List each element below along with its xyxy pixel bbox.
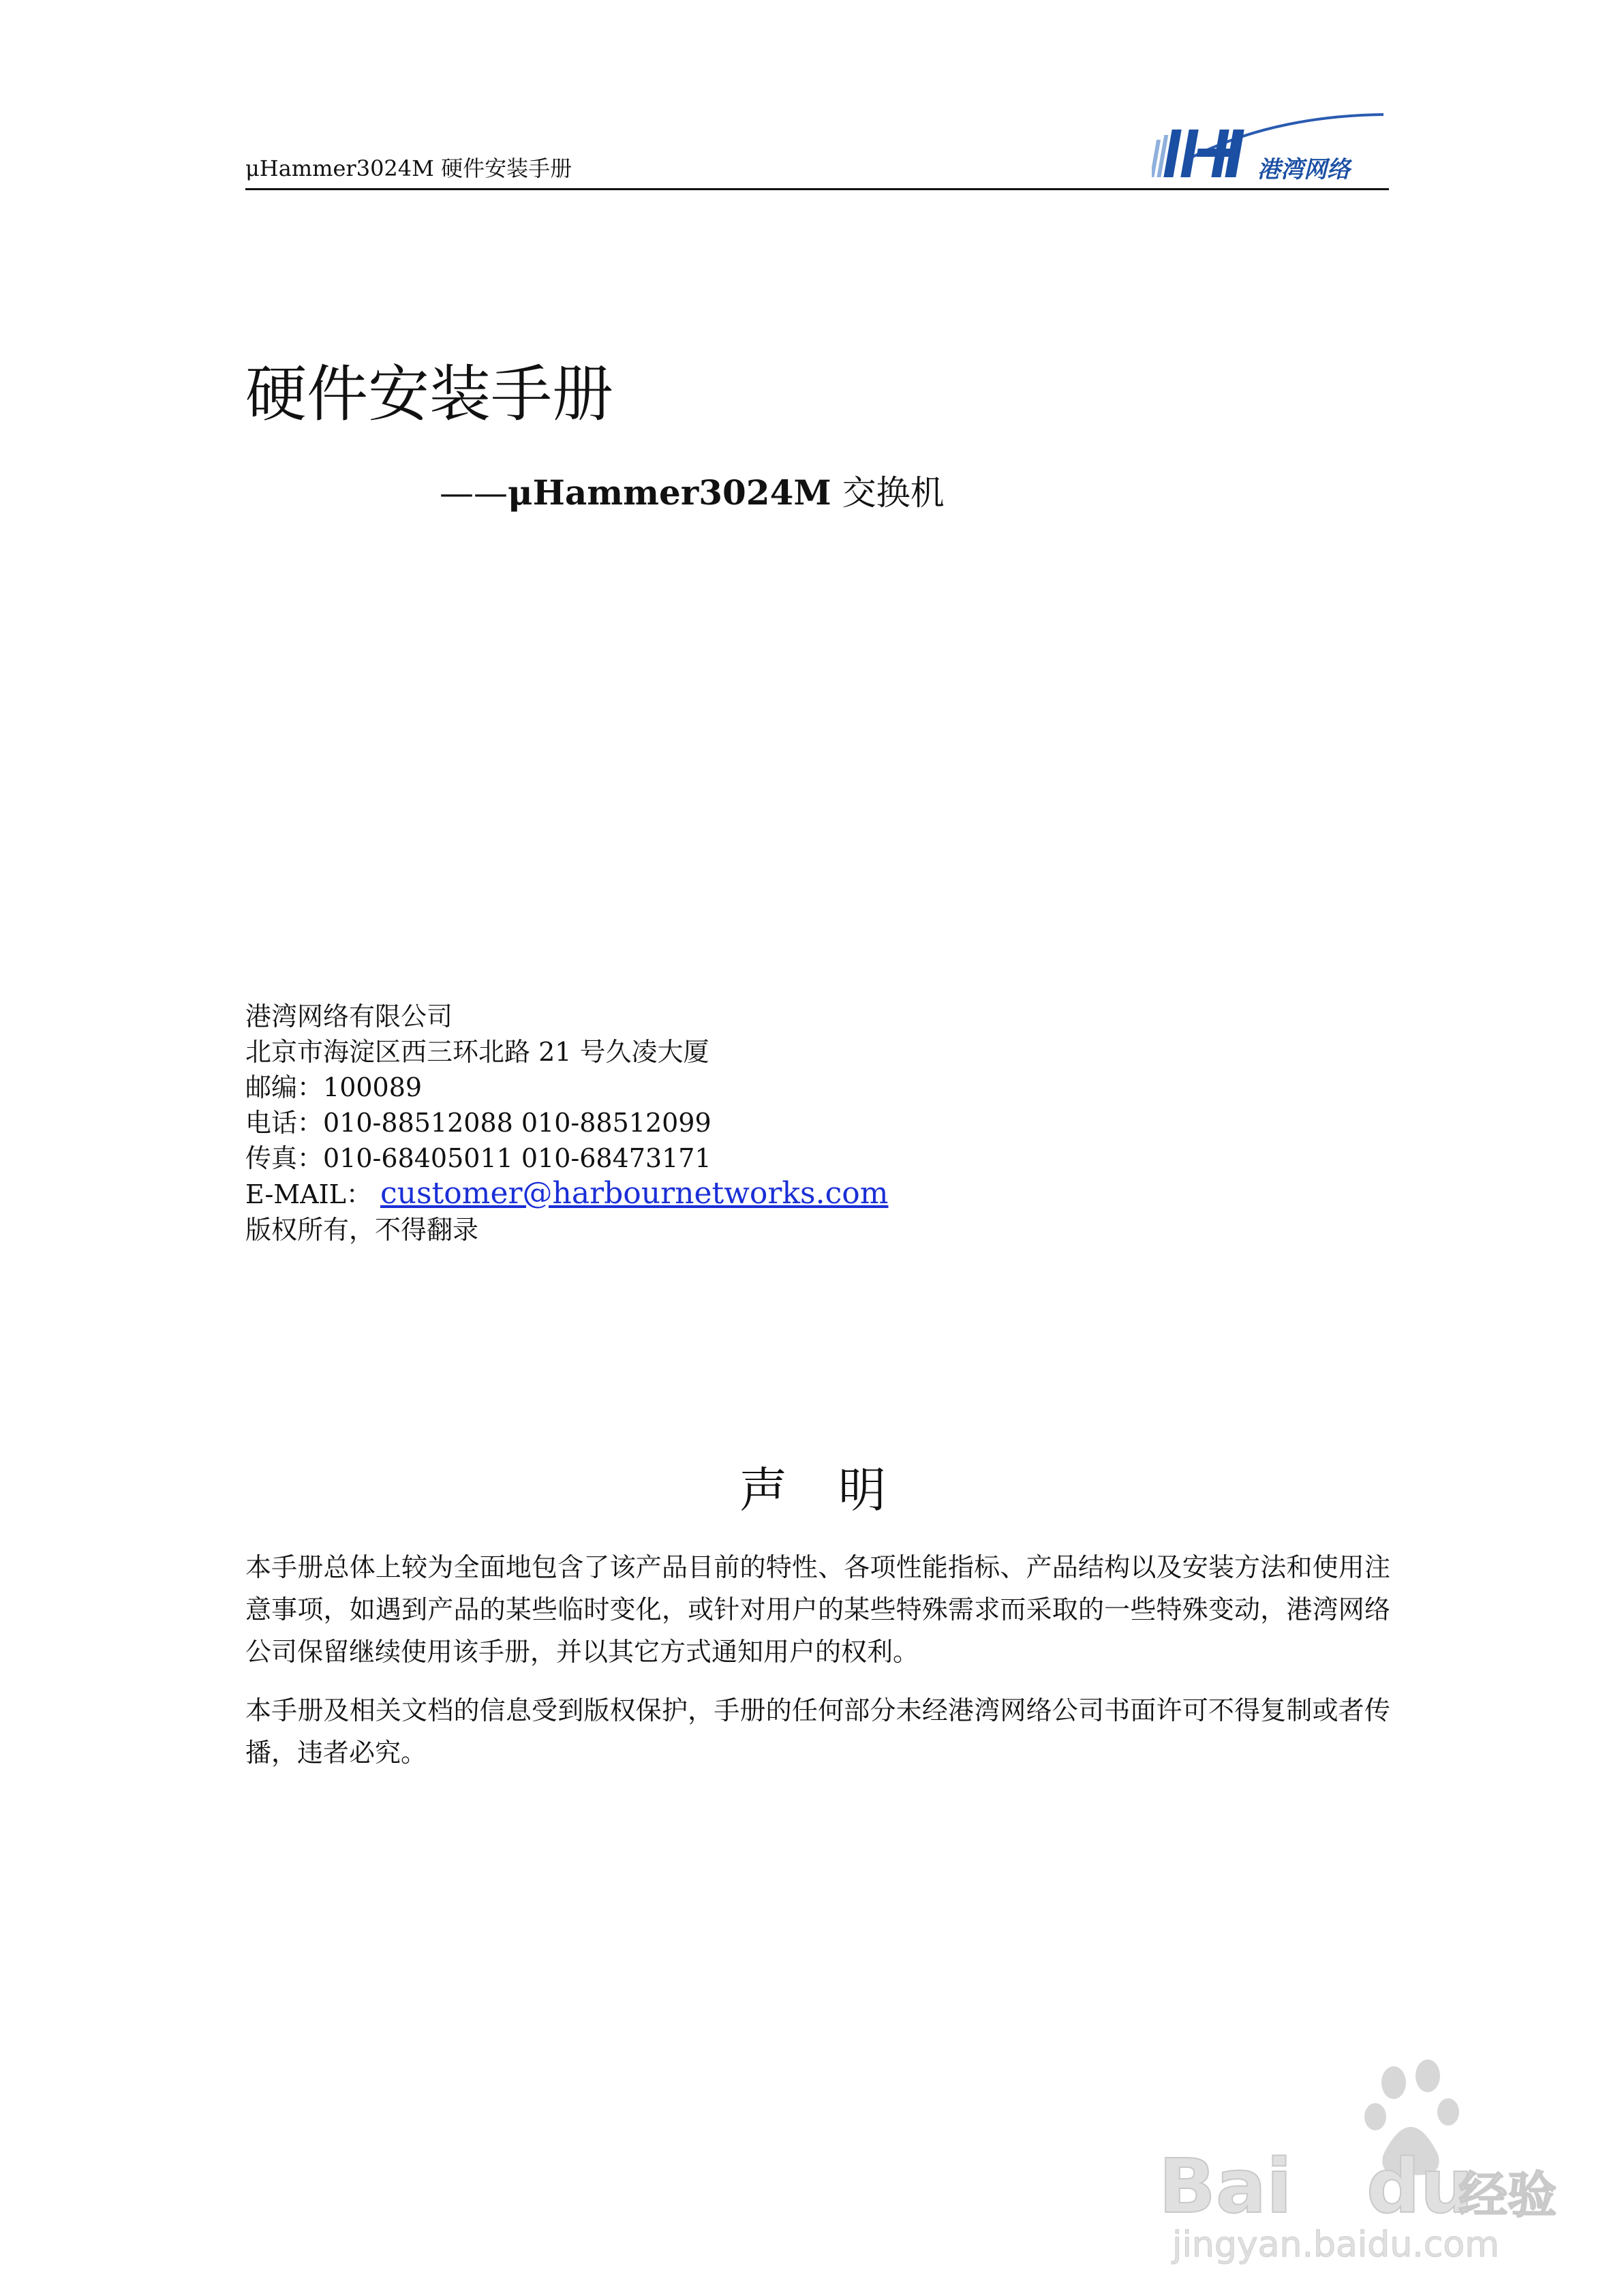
postcode-value: 100089 <box>323 1072 423 1102</box>
fax-value: 010-68405011 010-68473171 <box>323 1143 711 1173</box>
company-address: 北京市海淀区西三环北路 21 号久凌大厦 <box>245 1037 709 1067</box>
copyright-notice: 版权所有，不得翻录 <box>245 1215 479 1245</box>
harbour-networks-logo <box>1152 109 1390 185</box>
email-label: E-MAIL： <box>245 1179 372 1209</box>
statement-paragraph: 本手册总体上较为全面地包含了该产品目前的特性、各项性能指标、产品结构以及安装方法和使用注意事项，如遇到产品的某些临时变化，或针对用户的某些特殊需求而采取的一些特殊变动，港湾网络公司保留继续使用该手册，并以其它方式通知用户的权利。 <box>245 1552 1390 1667</box>
statement-body <box>245 1546 1390 1790</box>
watermark-brand-right: du <box>1366 2143 1474 2230</box>
subtitle-dash: —— <box>440 473 508 513</box>
company-name: 港湾网络有限公司 <box>245 1001 453 1031</box>
fax-label: 传真： <box>245 1143 324 1173</box>
postcode-label: 邮编： <box>245 1072 324 1102</box>
watermark-url: jingyan.baidu.com <box>1172 2224 1499 2265</box>
phone-value: 010-88512088 010-88512099 <box>323 1108 711 1138</box>
phone-line <box>245 1105 888 1141</box>
document-title: 硬件安装手册 <box>245 359 613 430</box>
subtitle-suffix: 交换机 <box>831 473 945 513</box>
logo-text: 港湾网络 <box>1257 156 1350 183</box>
baidu-jingyan-watermark <box>1159 2052 1567 2270</box>
statement-heading: 声明 <box>739 1462 937 1518</box>
email-link[interactable]: customer@harbournetworks.com <box>380 1176 889 1211</box>
phone-label: 电话： <box>245 1108 324 1138</box>
subtitle-model: μHammer3024M <box>508 472 831 513</box>
email-line <box>245 1176 888 1212</box>
postcode-line <box>245 1070 888 1105</box>
header-rule <box>245 188 1389 190</box>
contact-block <box>245 999 888 1248</box>
fax-line <box>245 1141 888 1176</box>
watermark-brand-cn: 经验 <box>1458 2166 1557 2224</box>
document-subtitle <box>440 466 945 515</box>
running-header: μHammer3024M 硬件安装手册 <box>245 155 572 181</box>
watermark-brand-left: Bai <box>1159 2143 1292 2230</box>
statement-paragraph: 本手册及相关文档的信息受到版权保护，手册的任何部分未经港湾网络公司书面许可不得复制或者传播，违者必究。 <box>245 1695 1390 1768</box>
